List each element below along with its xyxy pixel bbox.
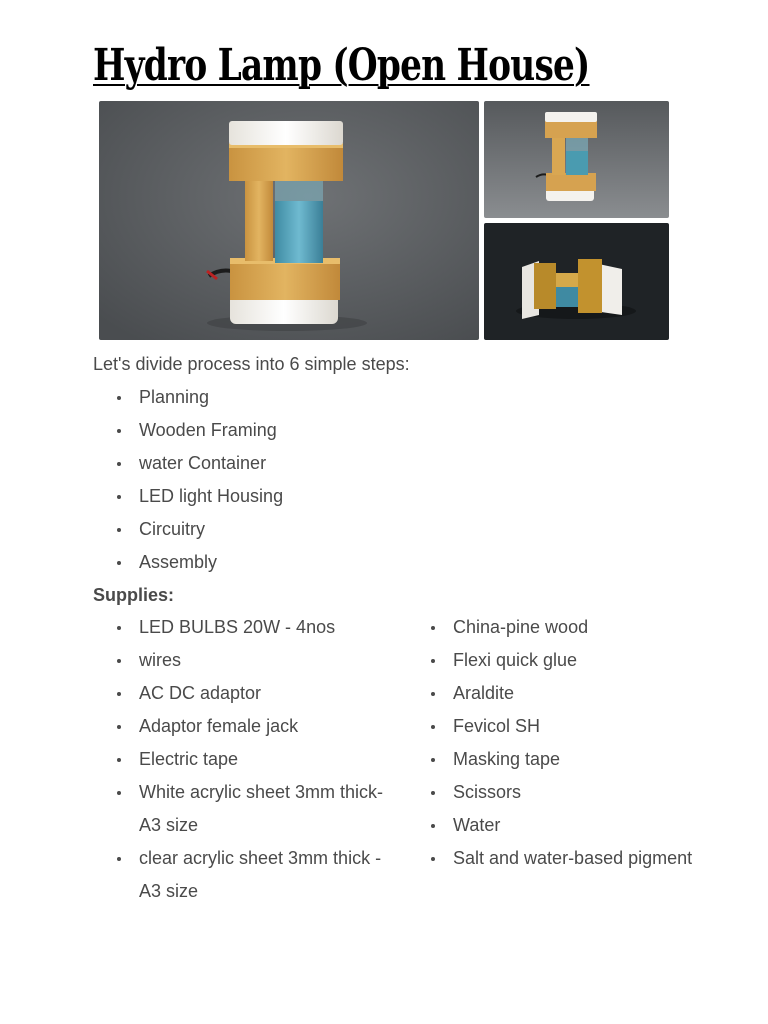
list-item: White acrylic sheet 3mm thick- A3 size	[93, 776, 393, 842]
list-item: AC DC adaptor	[93, 677, 393, 710]
lamp-photo-main	[99, 101, 479, 340]
list-item: China-pine wood	[407, 611, 707, 644]
list-item: Araldite	[407, 677, 707, 710]
lamp-photo-side-bottom	[484, 223, 669, 340]
list-item: water Container	[93, 447, 493, 480]
lamp-photo-side-top	[484, 101, 669, 218]
list-item: wires	[93, 644, 393, 677]
list-item: Assembly	[93, 546, 493, 579]
supplies-list-left	[93, 611, 393, 908]
supplies-heading: Supplies:	[93, 585, 175, 605]
list-item: Masking tape	[407, 743, 707, 776]
page-title: Hydro Lamp (Open House)	[93, 40, 590, 91]
list-item: Planning	[93, 381, 493, 414]
list-item: LED light Housing	[93, 480, 493, 513]
list-item: Water	[407, 809, 707, 842]
list-item: Salt and water-based pigment	[407, 842, 707, 875]
list-item: Circuitry	[93, 513, 493, 546]
list-item: Adaptor female jack	[93, 710, 393, 743]
list-item: clear acrylic sheet 3mm thick - A3 size	[93, 842, 393, 908]
list-item: Electric tape	[93, 743, 393, 776]
list-item: Scissors	[407, 776, 707, 809]
list-item: Wooden Framing	[93, 414, 493, 447]
supplies-list-right	[407, 611, 707, 875]
list-item: Fevicol SH	[407, 710, 707, 743]
list-item: LED BULBS 20W - 4nos	[93, 611, 393, 644]
steps-list	[93, 381, 493, 579]
list-item: Flexi quick glue	[407, 644, 707, 677]
intro-text: Let's divide process into 6 simple steps:	[93, 354, 410, 374]
